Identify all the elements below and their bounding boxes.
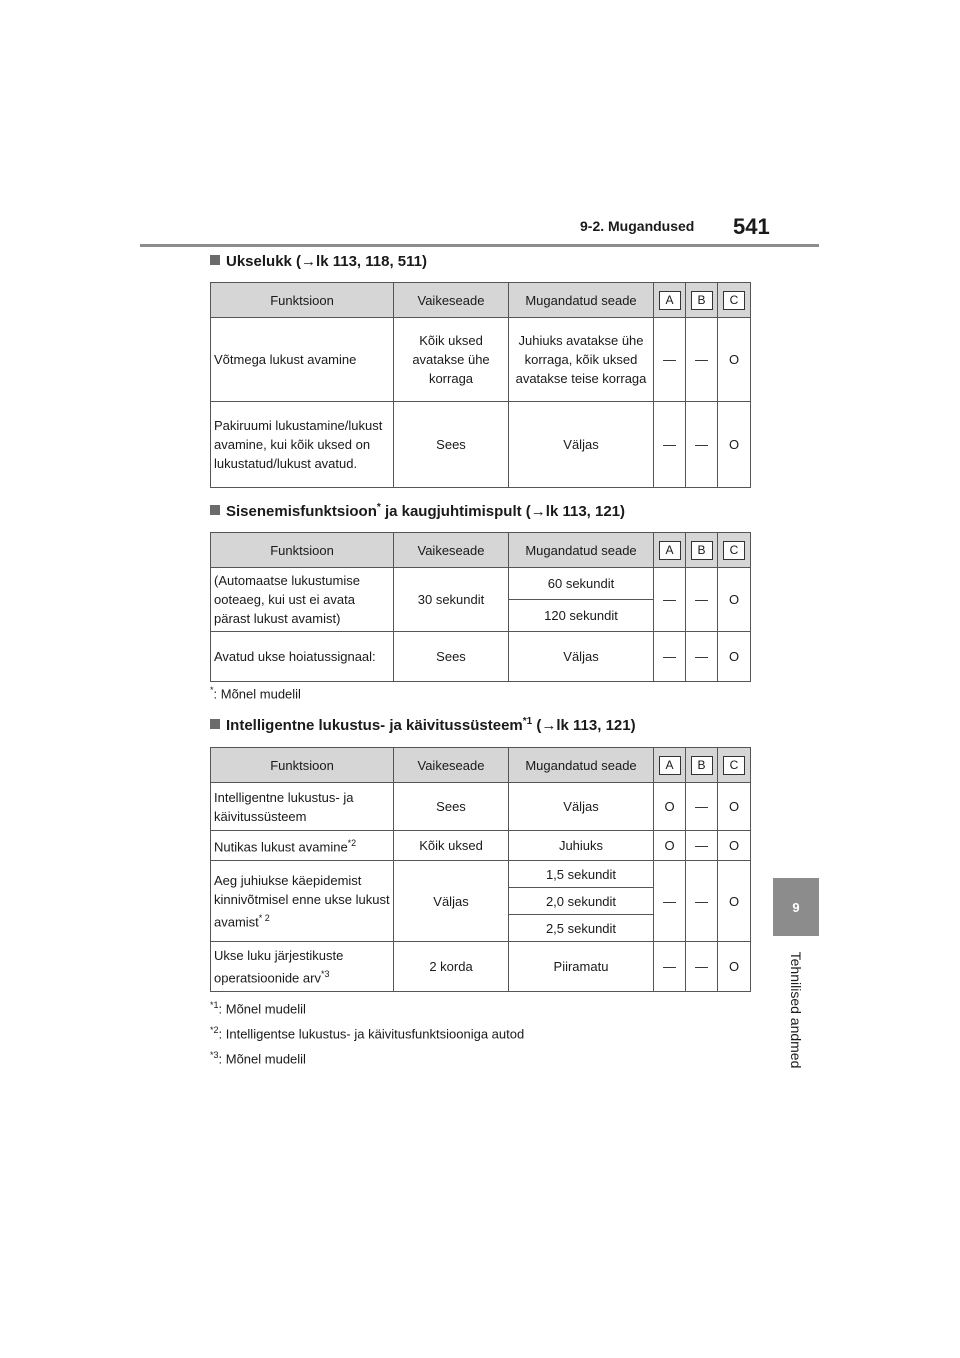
table-row: 2,0 sekundit xyxy=(211,888,751,915)
table-row: Pakiruumi lukustamine/lukust avamine, kui kõik uksed on lukustatud/lukust avatud. Sees Väljas — — O xyxy=(211,402,751,488)
col-function: Funktsioon xyxy=(211,533,394,568)
table-row: Aeg juhiukse käepidemist kinnivõtmisel enne ukse lukust avamist$^{* 2}$ Väljas 1,5 sekundit — — O xyxy=(211,861,751,888)
footnote: $^{*1}$: Mõnel mudelil xyxy=(210,1000,306,1017)
footnote: *: Mõnel mudelil xyxy=(210,685,301,702)
page-number: 541 xyxy=(733,214,770,239)
col-default: Vaikeseade xyxy=(394,283,509,318)
section-title: 9-2. Mugandused xyxy=(580,218,695,234)
col-c-icon: C xyxy=(723,756,745,775)
chapter-label: Tehnilised andmed xyxy=(788,951,804,1069)
chapter-tab[interactable]: 9 xyxy=(773,878,819,936)
table-header-row xyxy=(211,748,751,783)
bullet-square-icon xyxy=(210,255,220,265)
footnote: $^{*2}$: Intelligentse lukustus- ja käivitusfunktsiooniga autod xyxy=(210,1025,525,1042)
col-default: Vaikeseade xyxy=(394,533,509,568)
table-header-row xyxy=(211,533,751,568)
table-row: 2,5 sekundit xyxy=(211,915,751,942)
table-header-row xyxy=(211,283,751,318)
header-divider xyxy=(140,244,819,247)
table-row: Intelligentne lukustus- ja käivitussüsteem Sees Väljas O — O xyxy=(211,783,751,831)
section-heading-entry-function: Sisenemisfunktsioon* ja kaugjuhtimispult (→lk 113, 121) xyxy=(210,502,625,520)
table-row: Ukse luku järjestikuste operatsioonide arv$^{*3}$ 2 korda Piiramatu — — O xyxy=(211,942,751,992)
col-function: Funktsioon xyxy=(211,748,394,783)
bullet-square-icon xyxy=(210,505,220,515)
col-b-icon: B xyxy=(691,756,713,775)
col-custom: Mugandatud seade xyxy=(509,748,654,783)
col-default: Vaikeseade xyxy=(394,748,509,783)
col-c-icon: C xyxy=(723,541,745,560)
col-a-icon: A xyxy=(659,291,681,310)
entry-function-table xyxy=(210,532,751,682)
col-a-icon: A xyxy=(659,756,681,775)
section-heading-smart-entry: Intelligentne lukustus- ja käivitussüsteem$^{*1}$ (→lk 113, 121) xyxy=(210,716,636,734)
col-function: Funktsioon xyxy=(211,283,394,318)
table-row: Avatud ukse hoiatussignaal: Sees Väljas — — O xyxy=(211,632,751,682)
col-c-icon: C xyxy=(723,291,745,310)
smart-entry-table xyxy=(210,747,751,992)
table-row: Võtmega lukust avamine Kõik uksed avatakse ühe korraga Juhiuks avatakse ühe korraga, kõik uksed avatakse teise korraga — — O xyxy=(211,318,751,402)
col-custom: Mugandatud seade xyxy=(509,533,654,568)
table-row: (Automaatse lukustumise ooteaeg, kui ust ei avata pärast lukust avamist) 30 sekundit 60 sekundit — — O xyxy=(211,568,751,600)
bullet-square-icon xyxy=(210,719,220,729)
footnote: $^{*3}$: Mõnel mudelil xyxy=(210,1050,306,1067)
col-b-icon: B xyxy=(691,291,713,310)
table-row: 120 sekundit xyxy=(211,600,751,632)
table-row: Nutikas lukust avamine$^{*2}$ Kõik uksed Juhiuks O — O xyxy=(211,831,751,861)
col-a-icon: A xyxy=(659,541,681,560)
door-lock-table xyxy=(210,282,751,488)
col-custom: Mugandatud seade xyxy=(509,283,654,318)
col-b-icon: B xyxy=(691,541,713,560)
section-heading-door-lock: Ukselukk (→lk 113, 118, 511) xyxy=(210,253,427,270)
